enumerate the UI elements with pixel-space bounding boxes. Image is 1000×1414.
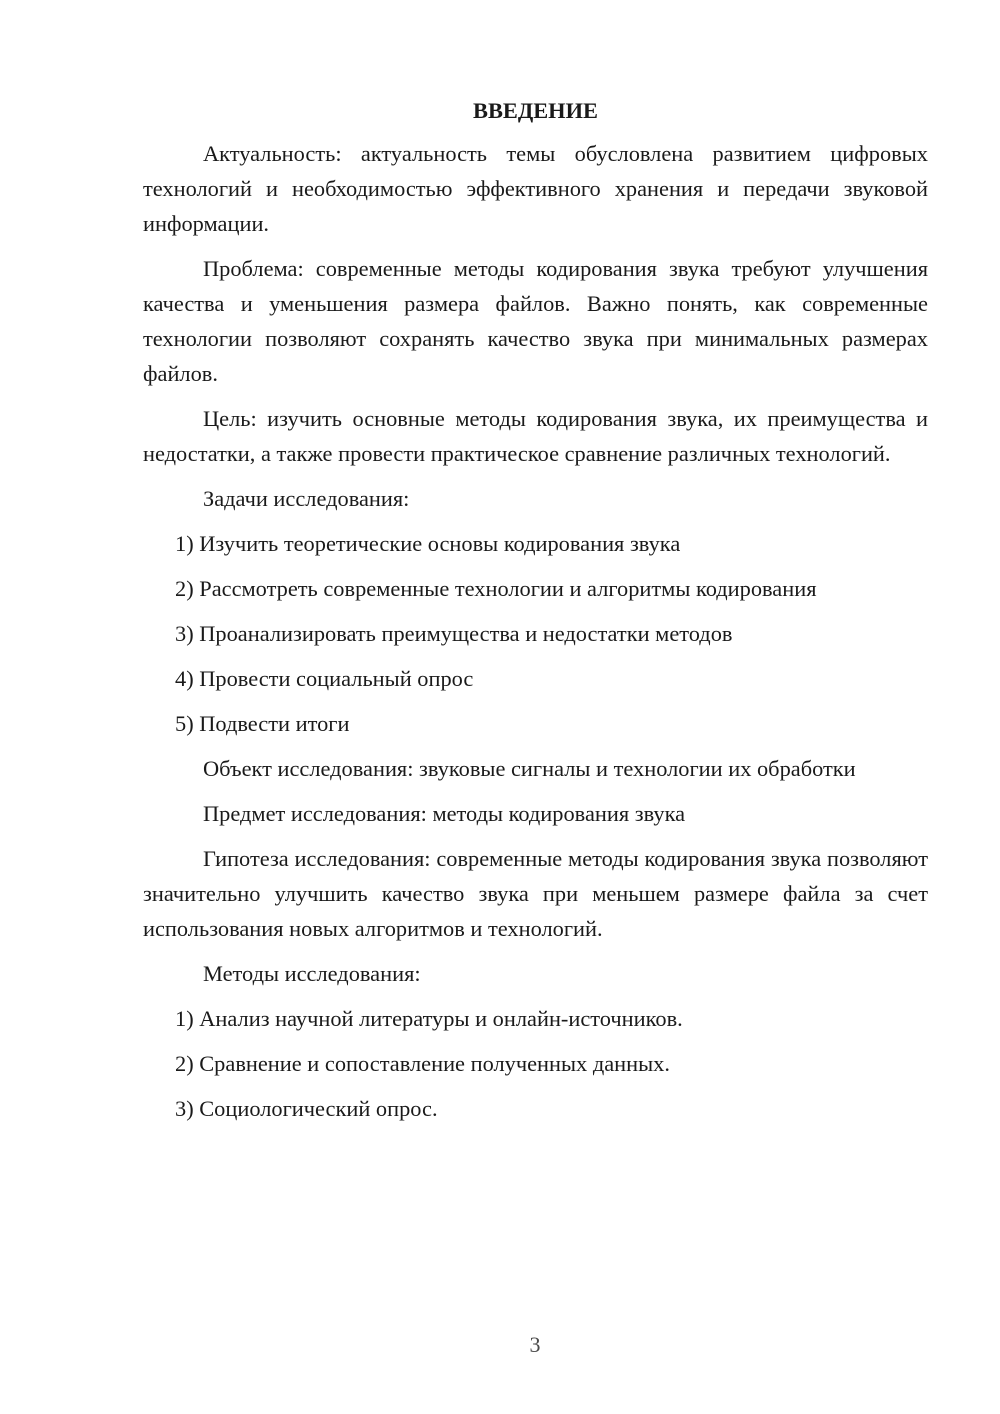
task-item: 5) Подвести итоги <box>175 711 350 736</box>
method-item: 2) Сравнение и сопоставление полученных данных. <box>175 1051 670 1076</box>
problem-paragraph: Проблема: современные методы кодирования звука требуют улучшения качества и уменьшения размера файлов. Важно понять, как современные технологии позволяют сохранять качество звука при минимальных размерах файлов. <box>143 256 928 386</box>
section-title: ВВЕДЕНИЕ <box>473 98 598 123</box>
methods-heading: Методы исследования: <box>203 961 421 986</box>
task-item: 4) Провести социальный опрос <box>175 666 474 691</box>
object-paragraph: Объект исследования: звуковые сигналы и технологии их обработки <box>203 756 856 781</box>
subject-line: Предмет исследования: методы кодирования звука <box>203 801 686 826</box>
method-item: 3) Социологический опрос. <box>175 1096 438 1121</box>
task-item: 3) Проанализировать преимущества и недостатки методов <box>175 621 733 646</box>
task-item: 2) Рассмотреть современные технологии и алгоритмы кодирования <box>175 576 817 601</box>
hypothesis-paragraph: Гипотеза исследования: современные методы кодирования звука позволяют значительно улучшить качество звука при меньшем размере файла за счет использования новых алгоритмов и технологий. <box>143 846 928 941</box>
task-item: 1) Изучить теоретические основы кодирования звука <box>175 531 681 556</box>
method-item: 1) Анализ научной литературы и онлайн-источников. <box>175 1006 683 1031</box>
page-content <box>143 94 928 1136</box>
goal-paragraph: Цель: изучить основные методы кодирования звука, их преимущества и недостатки, а также провести практическое сравнение различных технологий. <box>143 406 928 466</box>
tasks-heading: Задачи исследования: <box>203 486 410 511</box>
page-number: 3 <box>529 1332 541 1357</box>
relevance-paragraph: Актуальность: актуальность темы обусловлена развитием цифровых технологий и необходимостью эффективного хранения и передачи звуковой информации. <box>143 141 928 236</box>
